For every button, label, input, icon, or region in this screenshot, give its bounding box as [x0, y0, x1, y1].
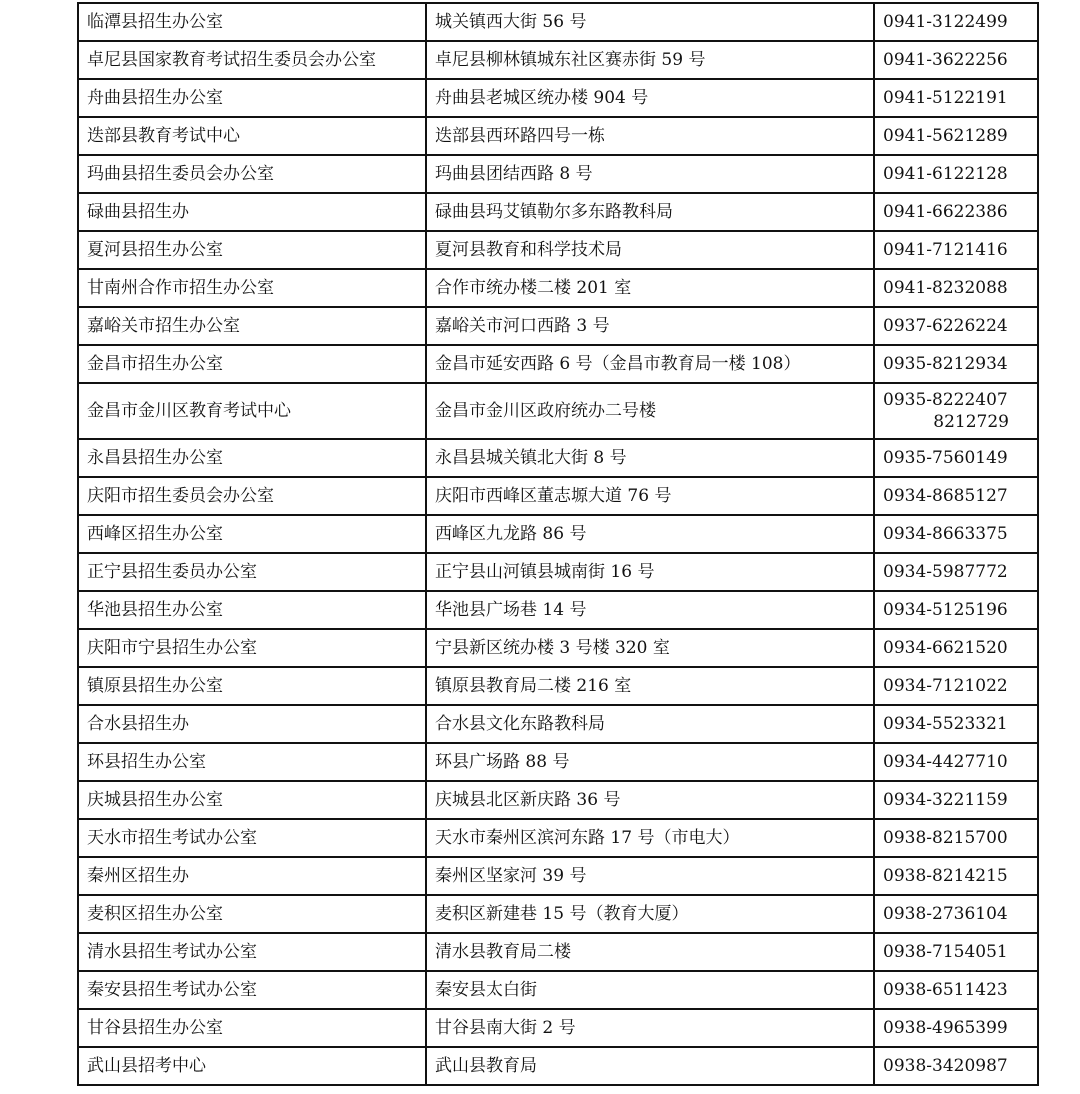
table-row: [78, 345, 1038, 383]
table-row: [78, 1047, 1038, 1085]
address-cell: 麦积区新建巷 15 号（教育大厦）: [426, 895, 874, 933]
office-name-cell: 秦州区招生办: [78, 857, 426, 895]
phone-cell: 0938-8214215: [874, 857, 1038, 895]
office-name-cell: 卓尼县国家教育考试招生委员会办公室: [78, 41, 426, 79]
phone-cell: 0934-8685127: [874, 477, 1038, 515]
phone-cell: 0934-4427710: [874, 743, 1038, 781]
admissions-office-contact-table: [77, 2, 1039, 1086]
table-row: [78, 79, 1038, 117]
office-name-cell: 镇原县招生办公室: [78, 667, 426, 705]
office-name-cell: 碌曲县招生办: [78, 193, 426, 231]
office-name-cell: 天水市招生考试办公室: [78, 819, 426, 857]
table-row: [78, 515, 1038, 553]
table-row: [78, 269, 1038, 307]
address-cell: 城关镇西大街 56 号: [426, 3, 874, 41]
table-row: [78, 705, 1038, 743]
table-body: [78, 3, 1038, 1085]
address-cell: 庆阳市西峰区董志塬大道 76 号: [426, 477, 874, 515]
table-row: [78, 781, 1038, 819]
address-cell: 华池县广场巷 14 号: [426, 591, 874, 629]
address-cell: 秦州区坚家河 39 号: [426, 857, 874, 895]
phone-cell: 0934-3221159: [874, 781, 1038, 819]
phone-cell: 0934-8663375: [874, 515, 1038, 553]
phone-cell: 0941-3622256: [874, 41, 1038, 79]
address-cell: 永昌县城关镇北大街 8 号: [426, 439, 874, 477]
office-name-cell: 华池县招生办公室: [78, 591, 426, 629]
phone-cell: 0935-7560149: [874, 439, 1038, 477]
office-name-cell: 庆城县招生办公室: [78, 781, 426, 819]
table-row: [78, 553, 1038, 591]
phone-number-secondary: 8212729: [933, 412, 1009, 432]
phone-cell: 0938-7154051: [874, 933, 1038, 971]
table-row: [78, 895, 1038, 933]
phone-cell: 0934-7121022: [874, 667, 1038, 705]
address-cell: 合作市统办楼二楼 201 室: [426, 269, 874, 307]
phone-cell: 0941-8232088: [874, 269, 1038, 307]
address-cell: 夏河县教育和科学技术局: [426, 231, 874, 269]
phone-cell: [874, 383, 1038, 439]
phone-cell: 0938-3420987: [874, 1047, 1038, 1085]
office-name-cell: 麦积区招生办公室: [78, 895, 426, 933]
table-row: [78, 629, 1038, 667]
office-name-cell: 正宁县招生委员办公室: [78, 553, 426, 591]
table-row: [78, 971, 1038, 1009]
table-row: [78, 591, 1038, 629]
address-cell: 合水县文化东路教科局: [426, 705, 874, 743]
phone-cell: 0938-2736104: [874, 895, 1038, 933]
table-row: [78, 193, 1038, 231]
address-cell: 嘉峪关市河口西路 3 号: [426, 307, 874, 345]
office-name-cell: 庆阳市宁县招生办公室: [78, 629, 426, 667]
phone-cell: 0937-6226224: [874, 307, 1038, 345]
address-cell: 镇原县教育局二楼 216 室: [426, 667, 874, 705]
address-cell: 庆城县北区新庆路 36 号: [426, 781, 874, 819]
office-name-cell: 武山县招考中心: [78, 1047, 426, 1085]
phone-cell: 0934-5125196: [874, 591, 1038, 629]
phone-cell: 0938-6511423: [874, 971, 1038, 1009]
office-name-cell: 甘南州合作市招生办公室: [78, 269, 426, 307]
table-row: [78, 155, 1038, 193]
address-cell: 天水市秦州区滨河东路 17 号（市电大）: [426, 819, 874, 857]
office-name-cell: 夏河县招生办公室: [78, 231, 426, 269]
table-row: [78, 1009, 1038, 1047]
table-row: [78, 819, 1038, 857]
table-row: [78, 933, 1038, 971]
office-name-cell: 清水县招生考试办公室: [78, 933, 426, 971]
phone-cell: 0934-5523321: [874, 705, 1038, 743]
address-cell: 迭部县西环路四号一栋: [426, 117, 874, 155]
table-row: [78, 477, 1038, 515]
office-name-cell: 环县招生办公室: [78, 743, 426, 781]
office-name-cell: 庆阳市招生委员会办公室: [78, 477, 426, 515]
office-name-cell: 秦安县招生考试办公室: [78, 971, 426, 1009]
office-name-cell: 永昌县招生办公室: [78, 439, 426, 477]
address-cell: 甘谷县南大街 2 号: [426, 1009, 874, 1047]
office-name-cell: 金昌市招生办公室: [78, 345, 426, 383]
phone-cell: 0938-4965399: [874, 1009, 1038, 1047]
address-cell: 舟曲县老城区统办楼 904 号: [426, 79, 874, 117]
table-row: [78, 3, 1038, 41]
table-row: [78, 231, 1038, 269]
table-row: [78, 41, 1038, 79]
table-row: [78, 117, 1038, 155]
table-row: [78, 439, 1038, 477]
table-row: [78, 667, 1038, 705]
phone-cell: 0934-6621520: [874, 629, 1038, 667]
address-cell: 玛曲县团结西路 8 号: [426, 155, 874, 193]
phone-cell: 0941-5122191: [874, 79, 1038, 117]
office-name-cell: 西峰区招生办公室: [78, 515, 426, 553]
office-name-cell: 合水县招生办: [78, 705, 426, 743]
table-row: [78, 743, 1038, 781]
office-name-cell: 嘉峪关市招生办公室: [78, 307, 426, 345]
table-row: [78, 383, 1038, 439]
table-row: [78, 307, 1038, 345]
phone-cell: 0935-8212934: [874, 345, 1038, 383]
phone-cell: 0941-6122128: [874, 155, 1038, 193]
phone-cell: 0934-5987772: [874, 553, 1038, 591]
address-cell: 武山县教育局: [426, 1047, 874, 1085]
office-name-cell: 玛曲县招生委员会办公室: [78, 155, 426, 193]
phone-cell: 0941-3122499: [874, 3, 1038, 41]
address-cell: 碌曲县玛艾镇勒尔多东路教科局: [426, 193, 874, 231]
address-cell: 金昌市延安西路 6 号（金昌市教育局一楼 108）: [426, 345, 874, 383]
phone-cell: 0941-7121416: [874, 231, 1038, 269]
office-name-cell: 舟曲县招生办公室: [78, 79, 426, 117]
address-cell: 环县广场路 88 号: [426, 743, 874, 781]
phone-cell: 0938-8215700: [874, 819, 1038, 857]
table-row: [78, 857, 1038, 895]
phone-cell: 0941-5621289: [874, 117, 1038, 155]
address-cell: 西峰区九龙路 86 号: [426, 515, 874, 553]
office-name-cell: 临潭县招生办公室: [78, 3, 426, 41]
address-cell: 卓尼县柳林镇城东社区赛赤街 59 号: [426, 41, 874, 79]
address-cell: 金昌市金川区政府统办二号楼: [426, 383, 874, 439]
phone-number-primary: 0935-8222407: [883, 390, 1008, 410]
address-cell: 正宁县山河镇县城南街 16 号: [426, 553, 874, 591]
phone-cell: 0941-6622386: [874, 193, 1038, 231]
address-cell: 宁县新区统办楼 3 号楼 320 室: [426, 629, 874, 667]
address-cell: 秦安县太白街: [426, 971, 874, 1009]
office-name-cell: 金昌市金川区教育考试中心: [78, 383, 426, 439]
office-name-cell: 甘谷县招生办公室: [78, 1009, 426, 1047]
address-cell: 清水县教育局二楼: [426, 933, 874, 971]
office-name-cell: 迭部县教育考试中心: [78, 117, 426, 155]
